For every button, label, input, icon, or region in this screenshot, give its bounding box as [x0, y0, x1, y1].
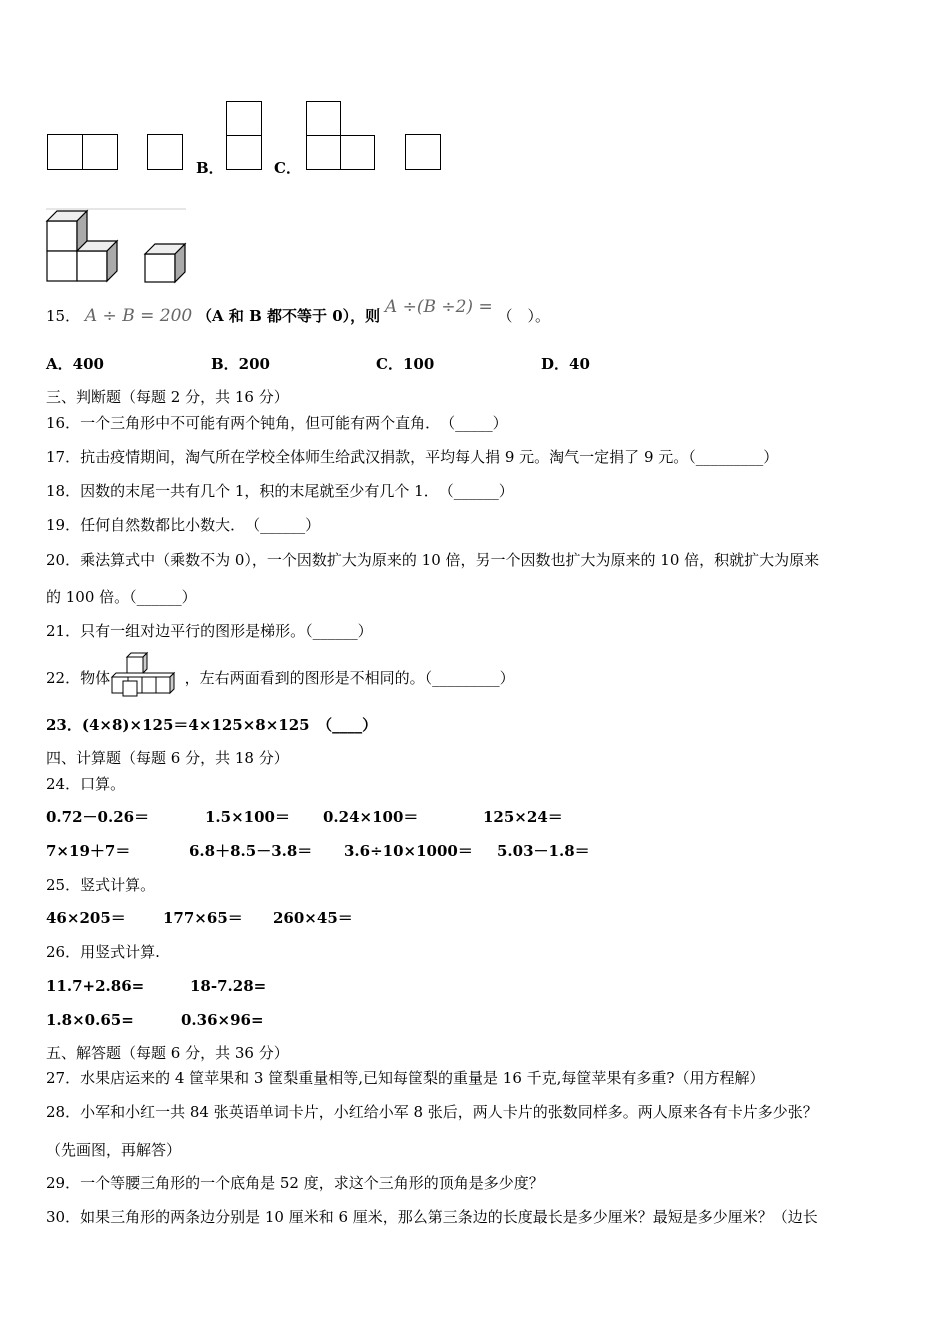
q26-item: 0.36×96=: [181, 1011, 264, 1029]
q15-choice-d: D．40: [541, 355, 590, 373]
question-16: 16．一个三角形中不可能有两个钝角，但可能有两个直角． （_____）: [46, 414, 508, 432]
q24-item: 0.72－0.26＝: [46, 808, 150, 826]
q25-item: 46×205＝: [46, 909, 126, 927]
question-29: 29．一个等腰三角形的一个底角是 52 度，求这个三角形的顶角是多少度？: [46, 1174, 544, 1192]
section-4-heading: 四、计算题（每题 6 分，共 18 分）: [46, 749, 289, 767]
section-5-heading: 五、解答题（每题 6 分，共 36 分）: [46, 1044, 289, 1062]
question-25: 25．竖式计算。: [46, 876, 156, 894]
q22-text-a: 22．物体: [46, 669, 111, 687]
question-24: 24．口算。: [46, 775, 126, 793]
q26-item: 11.7+2.86=: [46, 977, 145, 995]
q15-blank: （ ）。: [497, 307, 551, 325]
cube-stack-figure: [44, 206, 194, 286]
option-c-label: C．: [274, 159, 301, 177]
question-15: [46, 297, 551, 326]
q15-choice-b: B．200: [211, 355, 270, 373]
q24-item: 3.6÷10×1000＝: [344, 842, 473, 860]
q26-item: 1.8×0.65=: [46, 1011, 134, 1029]
question-28-line1: 28．小军和小红一共 84 张英语单词卡片，小红给小军 8 张后，两人卡片的张数同样多。两人原来各有卡片多少张？: [46, 1103, 818, 1121]
q15-expr1: A ÷ B = 200: [84, 306, 193, 326]
q15-choice-a: A．400: [46, 355, 104, 373]
question-26: 26．用竖式计算.: [46, 943, 160, 961]
q26-item: 18-7.28=: [190, 977, 267, 995]
q24-item: 6.8＋8.5－3.8＝: [189, 842, 313, 860]
option-b-label: B．: [196, 159, 224, 177]
q24-item: 7×19＋7＝: [46, 842, 131, 860]
question-23: 23．(4×8)×125＝4×125×8×125 （____）: [46, 716, 378, 734]
section-3-heading: 三、判断题（每题 2 分，共 16 分）: [46, 388, 289, 406]
question-21: 21．只有一组对边平行的图形是梯形。（______）: [46, 622, 373, 640]
q24-item: 5.03－1.8＝: [497, 842, 590, 860]
question-17: 17．抗击疫情期间，淘气所在学校全体师生给武汉捐款，平均每人捐 9 元。淘气一定捐了 9 元。（_________）: [46, 448, 779, 466]
question-20-line2: 的 100 倍。（______）: [46, 588, 197, 606]
q24-item: 0.24×100＝: [323, 808, 419, 826]
question-18: 18．因数的末尾一共有几个 1，积的末尾就至少有几个 1． （______）: [46, 482, 514, 500]
question-27: 27．水果店运来的 4 筐苹果和 3 筐梨重量相等,已知每筐梨的重量是 16 千克,每筐苹果有多重?（用方程解）: [46, 1069, 765, 1087]
question-28-line2: （先画图，再解答）: [46, 1141, 182, 1159]
question-20-line1: 20．乘法算式中（乘数不为 0），一个因数扩大为原来的 10 倍，另一个因数也扩大为原来的 10 倍，积就扩大为原来: [46, 551, 820, 569]
q15-number: 15．: [46, 307, 81, 325]
question-30: 30．如果三角形的两条边分别是 10 厘米和 6 厘米，那么第三条边的长度最长是多少厘米？最短是多少厘米？（边长: [46, 1208, 818, 1226]
q22-object-figure: [110, 651, 178, 697]
question-19: 19．任何自然数都比小数大． （______）: [46, 516, 321, 534]
q15-condition: （A 和 B 都不等于 0），则: [196, 307, 381, 325]
q15-expr2: A ÷(B ÷2) =: [384, 297, 493, 317]
q24-item: 1.5×100＝: [205, 808, 290, 826]
q25-item: 260×45＝: [273, 909, 353, 927]
q25-item: 177×65＝: [163, 909, 243, 927]
q22-text-b: ，左右两面看到的图形是不相同的。（_________）: [184, 669, 515, 687]
q15-choice-c: C．100: [376, 355, 435, 373]
q24-item: 125×24＝: [483, 808, 563, 826]
